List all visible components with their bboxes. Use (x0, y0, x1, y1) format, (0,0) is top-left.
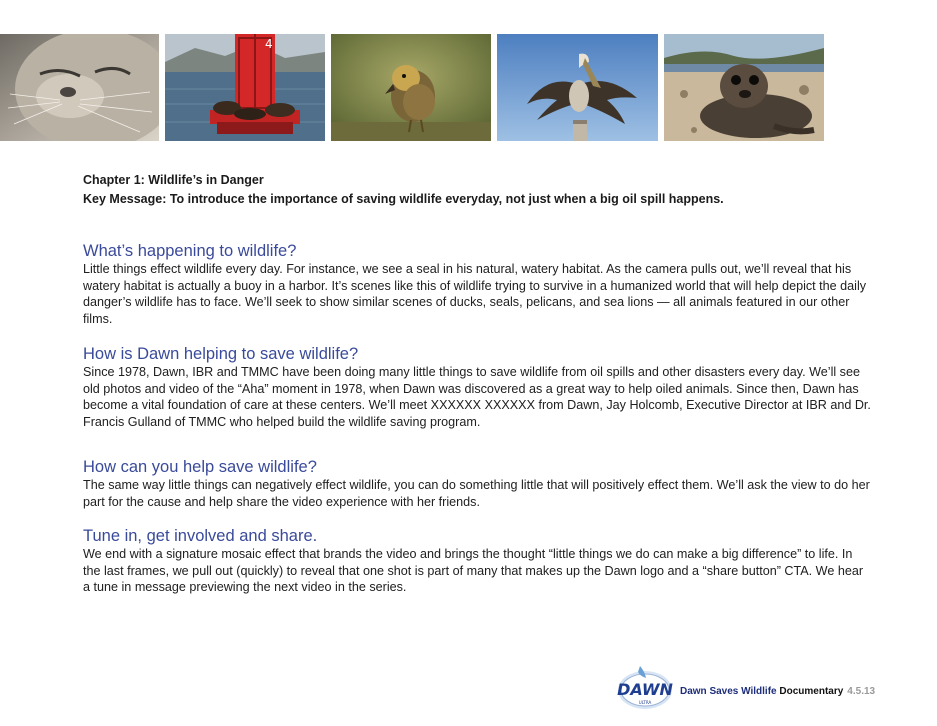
svg-text:4: 4 (265, 37, 273, 51)
section-body: We end with a signature mosaic effect that brands the video and brings the thought “little things we do can make a big difference” to life. In the last frames, we pull out (quickly) to reveal that one shot is part of many that makes up the Dawn logo and a “share button” CTA. We hear a tune in message previewing the next video in the series. (83, 547, 864, 595)
section-you-help (83, 457, 873, 510)
section-tune-in (83, 526, 873, 596)
photo-strip (0, 34, 824, 141)
dawn-logo (616, 664, 674, 710)
key-message: Key Message: To introduce the importance of saving wildlife everyday, not just when a big oil spill happens. (83, 192, 724, 206)
footer-doc-label: Documentary (776, 686, 844, 697)
chapter-title: Chapter 1: Wildlife’s in Danger (83, 173, 264, 187)
section-body: Since 1978, Dawn, IBR and TMMC have been doing many little things to save wildlife from oil spills and other disasters every day. We’ll see old photos and video of the “Aha” moment in 1978, when Dawn was discovered as a great way to help oiled animals. Since then, Dawn has become a vital foundation of care at these centers. We’ll meet XXXXXX XXXXXX from Dawn, Jay Holcomb, Executive Director at IBR and Dr. Francis Gulland of TMMC who helped build the wildlife saving program. (83, 365, 871, 429)
section-heading: What’s happening to wildlife? (83, 242, 297, 260)
svg-text:ULTRA: ULTRA (638, 700, 652, 705)
section-heading: Tune in, get involved and share. (83, 527, 318, 545)
section-whats-happening (83, 241, 873, 327)
section-body: Little things effect wildlife every day. For instance, we see a seal in his natural, watery habitat. As the camera pulls out, we’ll reveal that his watery habitat is actually a buoy in a harbor. It’s scenes like this of wildlife trying to survive in a humanized world that will help depict the daily danger’s wildlife has to face. We’ll seek to show similar scenes of ducks, seals, pelicans, and sea lions — all animals featured in our other films. (83, 262, 867, 326)
content-area (83, 171, 873, 595)
section-body: The same way little things can negatively effect wildlife, you can do something little that will positively effect them. We’ll ask the view to do her part for the cause and help share the video experience with her friends. (83, 478, 870, 509)
section-heading: How can you help save wildlife? (83, 458, 317, 476)
duckling-photo (331, 34, 491, 141)
section-dawn-helping (83, 344, 873, 430)
seal-pup-photo (664, 34, 824, 141)
buoy-sea-lions-photo (165, 34, 325, 141)
footer-brand: Dawn Saves Wildlife (680, 686, 777, 697)
footer-title (680, 686, 875, 697)
svg-text:DAWN: DAWN (617, 680, 673, 699)
section-heading: How is Dawn helping to save wildlife? (83, 345, 359, 363)
seal-photo (0, 34, 159, 141)
footer (616, 664, 916, 714)
footer-date: 4.5.13 (847, 686, 876, 697)
pelican-photo (497, 34, 658, 141)
